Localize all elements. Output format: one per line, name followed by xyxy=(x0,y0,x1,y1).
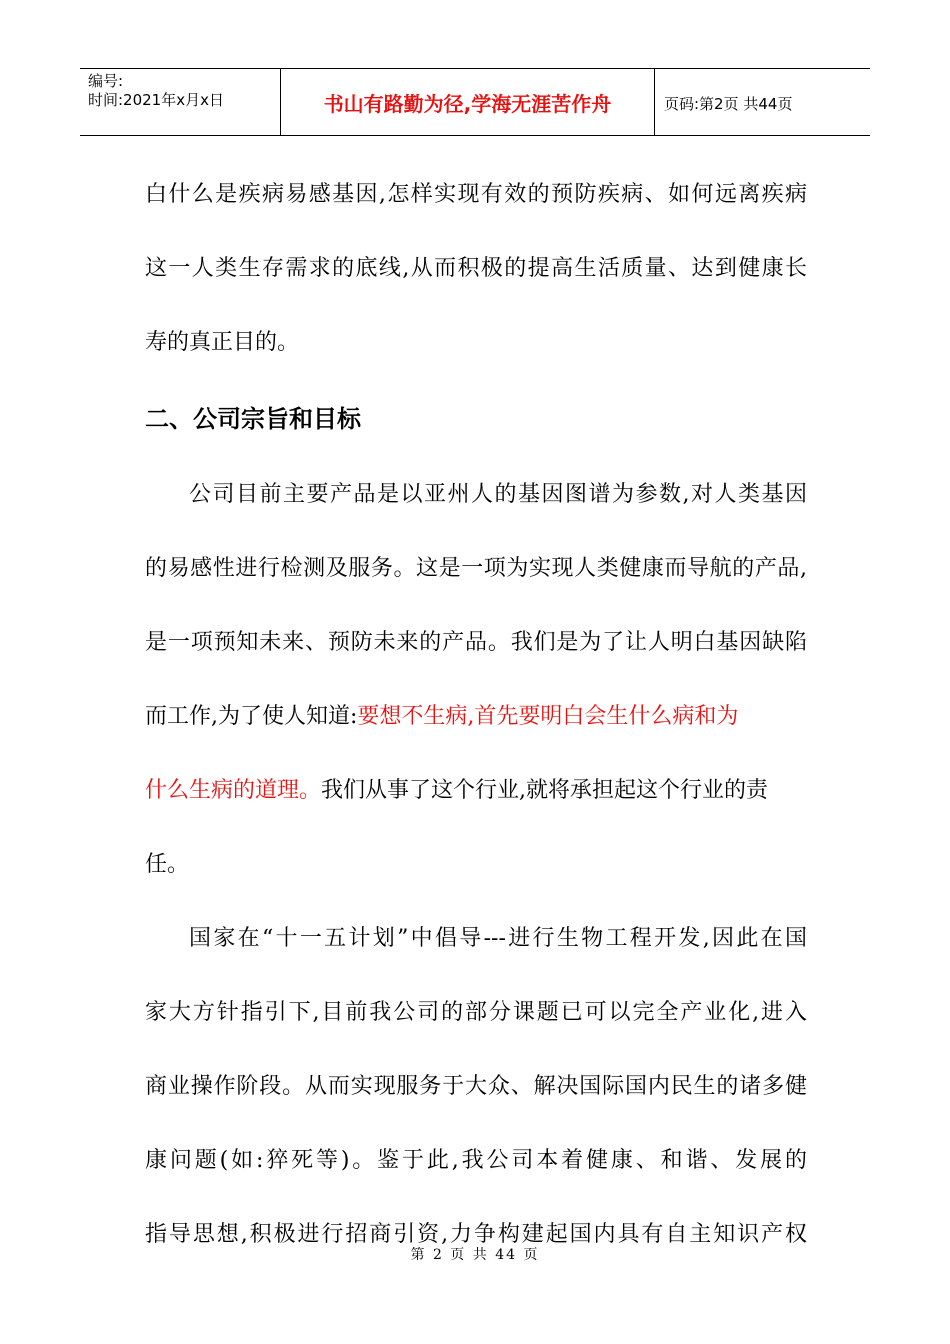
text-line: 康问题(如:猝死等)。鉴于此,我公司本着健康、和谐、发展的 xyxy=(145,1148,807,1173)
text-line: 寿的真正目的。 xyxy=(145,330,300,355)
text-line: 商业操作阶段。从而实现服务于大众、解决国际国内民生的诸多健 xyxy=(145,1074,807,1099)
text-line xyxy=(145,754,807,828)
page-header xyxy=(80,68,870,136)
text-line: 公司目前主要产品是以亚州人的基因图谱为参数,对人类基因 xyxy=(189,482,807,507)
text-line: 国家在“十一五计划”中倡导---进行生物工程开发,因此在国 xyxy=(189,926,807,951)
text-line: 是一项预知未来、预防未来的产品。我们是为了让人明白基因缺陷 xyxy=(145,630,807,655)
paragraph-2 xyxy=(145,458,807,902)
text-span: 我们从事了这个行业,就将承担起这个行业的责 xyxy=(321,778,769,803)
time-label: 时间:2021年x月x日 xyxy=(88,91,224,109)
header-page-info: 页码:第2页 共44页 xyxy=(664,95,793,113)
header-motto: 书山有路勤为径,学海无涯苦作舟 xyxy=(281,69,655,135)
header-meta xyxy=(80,69,281,135)
text-span: 而工作,为了使人知道: xyxy=(145,704,358,729)
paragraph-3 xyxy=(145,902,807,1272)
text-line: 家大方针指引下,目前我公司的部分课题已可以完全产业化,进入 xyxy=(145,1000,807,1025)
text-line xyxy=(145,680,807,754)
text-line: 指导思想,积极进行招商引资,力争构建起国内具有自主知识产权 xyxy=(145,1222,807,1247)
text-line: 这一人类生存需求的底线,从而积极的提高生活质量、达到健康长 xyxy=(145,256,807,281)
number-label: 编号: xyxy=(88,72,124,90)
page-footer: 第 2 页 共 44 页 xyxy=(410,1247,540,1263)
text-line: 白什么是疾病易感基因,怎样实现有效的预防疾病、如何远离疾病 xyxy=(145,182,807,207)
highlighted-text: 什么生病的道理。 xyxy=(145,778,322,803)
paragraph-1 xyxy=(145,158,807,380)
text-line: 的易感性进行检测及服务。这是一项为实现人类健康而导航的产品, xyxy=(145,556,807,581)
highlighted-text: 要想不生病,首先要明白会生什么病和为 xyxy=(357,704,739,729)
section-heading: 二、公司宗旨和目标 xyxy=(145,405,361,433)
text-line: 任。 xyxy=(145,852,190,877)
document-body xyxy=(145,158,807,1272)
